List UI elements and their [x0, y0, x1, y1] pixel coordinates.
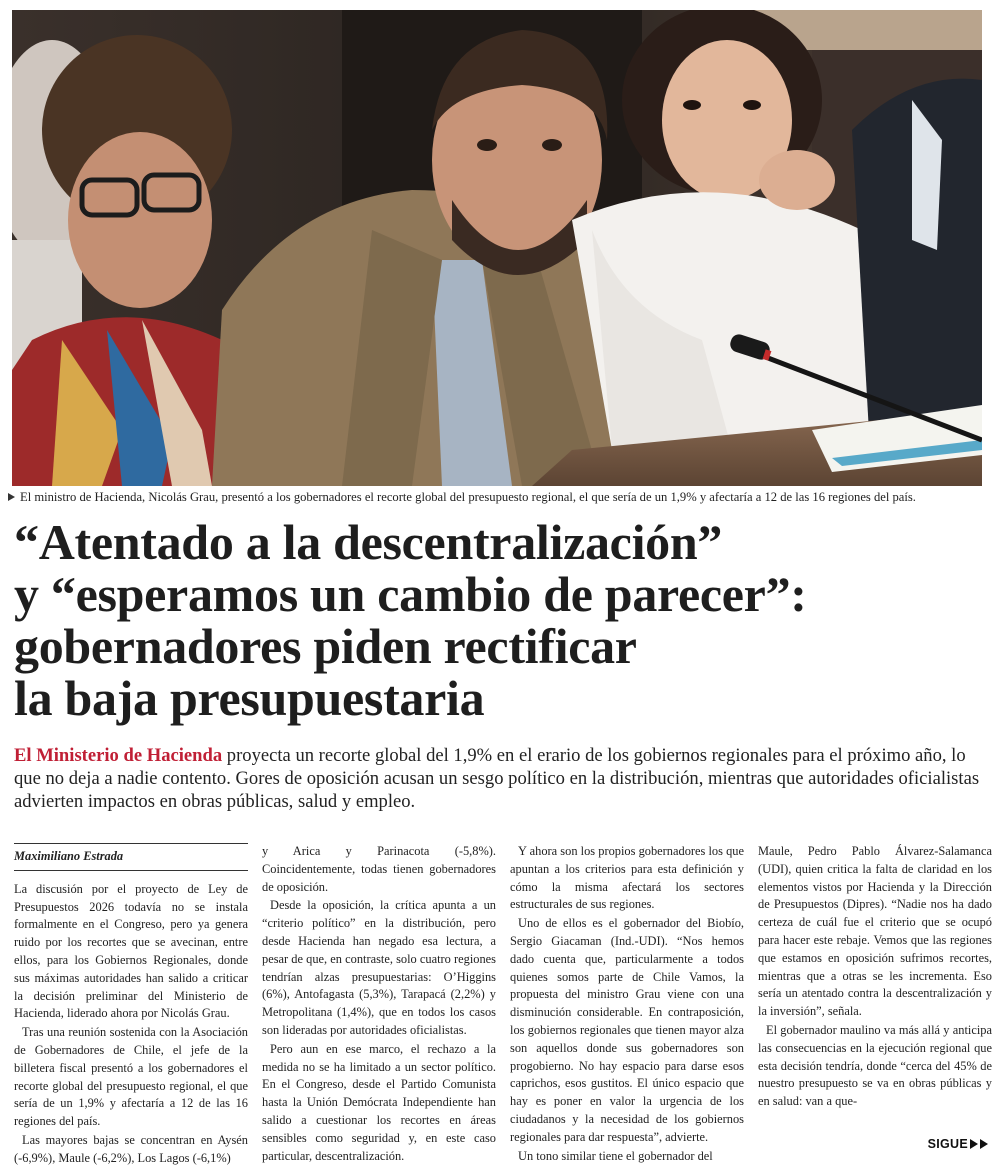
continue-link[interactable]: [928, 1137, 988, 1151]
deck-lead: El Ministerio de Hacienda: [14, 745, 223, 766]
continue-label: SIGUE: [927, 1137, 968, 1151]
paragraph: Tras una reunión sostenida con la Asociación de Gobernadores de Chile, el jefe de la billetera fiscal presentó a los gobernadores el recorte global del presupuesto regional, el que sería de un 1,9% y afectaría a 12 de las 16 regiones del país.: [14, 1025, 248, 1129]
article-column-2: [262, 843, 496, 1166]
deck-text: proyecta un recorte global del 1,9% en el erario de los gobiernos regionales para el próximo año, lo que no deja a nadie contento. Gores de oposición acusan un sesgo político en la distribución, mientras que autoridades oficialistas advierten impactos en obras públicas, salud y empleo.: [14, 745, 980, 812]
paragraph: La discusión por el proyecto de Ley de Presupuestos 2026 todavía no se instala formalmente en el Congreso, pero ya genera ruido por los recortes que se avecinan, entre ellos, para los Gobiernos Regionales, donde sus máximas autoridades han salido a criticar la decisión preliminar del Ministerio de Hacienda, liderado ahora por Nicolás Grau.: [14, 881, 248, 1021]
paragraph: Desde la oposición, la crítica apunta a un “criterio político” en la distribución, pero desde Hacienda han negado esa lectura, a pesar de que, en contraste, solo cuatro regiones tendrían alzas presupuestarias: O’Higgins (6%), Antofagasta (5,3%), Tarapacá (2,2%) y Metropolitana (1,4%), que en todos los casos son lideradas por autoridades oficialistas.: [262, 898, 496, 1037]
headline-line-2: y “esperamos un cambio de parecer”:: [14, 566, 807, 622]
headline-line-1: “Atentado a la descentralización”: [14, 514, 723, 570]
paragraph: Un tono similar tiene el gobernador del: [518, 1148, 713, 1163]
paragraph: Las mayores bajas se concentran en Aysén (-6,9%), Maule (-6,2%), Los Lagos (-6,1%): [14, 1132, 248, 1165]
article-column-1: [14, 843, 248, 1169]
photo-caption: [8, 489, 993, 505]
paragraph: Maule, Pedro Pablo Álvarez-Salamanca (UDI), quien critica la falta de claridad en los elementos vistos por Hacienda y la Dirección de Presupuestos (Dipres). “Nadie nos ha dado certeza de cuál fue el criterio que se ocupó para hacer este rebaje. Vemos que las regiones que estamos en oposición sufrimos recortes, mientras que a otras se les incrementa. Eso sería un atentado contra la descentralización y la inversión”, señala.: [758, 844, 992, 1019]
paragraph: y Arica y Parinacota (-5,8%). Coincidentemente, todas tienen gobernadores de oposición.: [262, 844, 496, 894]
byline: Maximiliano Estrada: [14, 843, 248, 871]
paragraph: El gobernador maulino va más allá y anticipa las consecuencias en la ejecución regional que esta decisión tendría, donde “cerca del 45% de nuestro presupuesto se va en obras públicas y en salud: van a que-: [758, 1022, 992, 1109]
headline-line-3: gobernadores piden rectificar: [14, 618, 637, 674]
paragraph: Pero aun en ese marco, el rechazo a la medida no se ha limitado a un sector político. En el Congreso, desde el Partido Comunista hasta la Unión Demócrata Independiente han salido a cuestionar los recortes en áreas sensibles como seguridad y, en este caso particular, descentralización.: [262, 1041, 496, 1163]
article-column-4: [758, 843, 992, 1112]
photo-caption-text: El ministro de Hacienda, Nicolás Grau, presentó a los gobernadores el recorte global del presupuesto regional, el que sería de un 1,9% y afectaría a 12 de las 16 regiones del país.: [20, 490, 916, 504]
paragraph: Uno de ellos es el gobernador del Biobío, Sergio Giacaman (Ind.-UDI). “Nos hemos dado cuenta que, particularmente a todos quienes somos parte de Chile Vamos, la propuesta del ministro Grau viene con una disminución considerable. En contraposición, los gobiernos regionales que tienen mayor alza son aquellos donde sus gobernadores son progobierno. No hay espacio para darse esos caprichos, esos gustitos. El único espacio que hay es poner en valor la urgencia de los ciudadanos y la necesidad de los gobiernos regionales para dar respuesta”, advierte.: [510, 916, 744, 1144]
caption-arrow-icon: [8, 493, 15, 501]
continue-arrow-icon: [970, 1139, 978, 1149]
paragraph: Y ahora son los propios gobernadores los que apuntan a los criterios para esta definición y cómo la misma afectará los sectores estructurales de sus regiones.: [510, 844, 744, 912]
hero-photo: [12, 10, 982, 486]
deck-summary: [14, 744, 989, 813]
headline: [14, 516, 989, 724]
headline-line-4: la baja presupuestaria: [14, 670, 485, 726]
continue-arrow-icon: [980, 1139, 988, 1149]
article-column-3: [510, 843, 744, 1166]
hero-photo-illustration: [12, 10, 982, 486]
